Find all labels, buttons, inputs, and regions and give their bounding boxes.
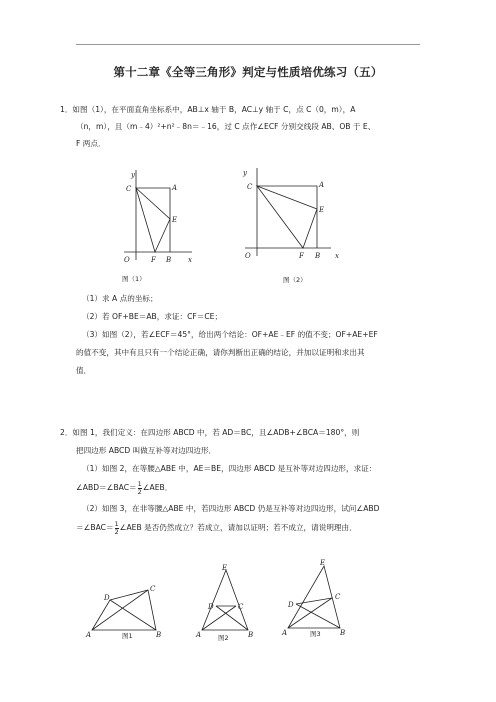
diag-bd: [110, 600, 156, 630]
q2-sub1b-pre: ∠ABD＝∠BAC＝: [76, 483, 137, 492]
label-f: F: [299, 252, 304, 260]
triangle-cef: [136, 188, 170, 252]
q2-sub1a: （1）如图 2，在等腰△ABE 中，AE＝BE，四边形 ABCD 是互补等对边四边形，求证：: [82, 464, 377, 473]
q1-line2: （n，m），且（m﹣4）²+n²﹣8n＝﹣16，过 C 点作∠ECF 分别交线段 AB、OB 于 E、: [76, 122, 376, 131]
q1-figure-1: [108, 168, 208, 288]
label-y: y: [131, 171, 135, 179]
label-x: x: [188, 256, 192, 264]
label-c: C: [238, 603, 244, 611]
square-sides: [136, 188, 170, 252]
label-e: E: [222, 564, 228, 572]
q1-sub2: （2）若 OF+BE＝AB，求证：CF＝CE；: [82, 312, 223, 321]
frac-den: 2: [137, 487, 142, 496]
q1-line3: F 两点．: [76, 139, 106, 148]
q1-sub1: （1）求 A 点的坐标；: [82, 294, 158, 303]
q2-sub1b-post: ∠AEB．: [142, 483, 173, 492]
q2-fig2-caption: 图2: [218, 634, 229, 642]
q2-line1: 2．如图 1，我们定义：在四边形 ABCD 中，若 AD＝BC，且∠ADB+∠BCA＝180°，则: [60, 428, 360, 437]
q2-sub2b-post: ∠AEB 是否仍然成立？若成立，请加以证明；若不成立，请说明理由．: [119, 523, 357, 532]
label-a: A: [196, 631, 202, 639]
label-c: C: [126, 185, 132, 193]
header-rule: [76, 44, 420, 45]
label-d: D: [208, 603, 214, 611]
diag-ac: [288, 598, 332, 628]
q1-figure-2: [235, 166, 345, 286]
label-o: O: [124, 256, 130, 264]
triangle-cef: [257, 186, 317, 248]
label-e: E: [172, 216, 178, 224]
label-a: A: [86, 631, 92, 639]
q1-sub3a: （3）如图（2），若∠ECF＝45°，给出两个结论：OF+AE﹣EF 的值不变；OF+AE+EF: [82, 330, 378, 339]
seg-dc: [296, 598, 332, 604]
label-a: A: [172, 184, 178, 192]
q2-figure-1: [86, 580, 176, 644]
fig1-caption: 图（1）: [122, 275, 146, 283]
q1-sub3b: 的值不变，其中有且只有一个结论正确，请你判断出正确的结论，并加以证明和求出其: [76, 348, 365, 357]
label-c: C: [150, 585, 156, 593]
label-a: A: [319, 181, 325, 189]
label-a: A: [282, 629, 288, 637]
label-b: B: [340, 629, 346, 637]
q2-figure-3: [282, 556, 362, 642]
frac-num: 1: [114, 519, 119, 528]
diag-ac: [92, 590, 148, 630]
label-b: B: [248, 631, 254, 639]
label-f: F: [151, 256, 156, 264]
q2-sub2b: [76, 520, 357, 536]
label-b: B: [315, 252, 321, 260]
square-sides: [257, 186, 317, 248]
page-title: 第十二章《全等三角形》判定与性质培优练习（五）: [113, 65, 383, 79]
q2-sub2a: （2）如图 3，在非等腰△ABE 中，若四边形 ABCD 仍是互补等对边四边形，试问∠ABD: [82, 504, 380, 513]
q2-line2: 把四边形 ABCD 叫做互补等对边四边形．: [76, 446, 217, 455]
q2-fig3-caption: 图3: [310, 630, 321, 638]
label-b: B: [166, 256, 172, 264]
label-x: x: [335, 252, 339, 260]
label-c: C: [335, 593, 341, 601]
q2-fig1-caption: 图1: [122, 632, 133, 640]
label-y: y: [243, 169, 247, 177]
q2-figure-2: [196, 564, 266, 648]
q2-sub1b: [76, 480, 172, 496]
label-c: C: [247, 183, 253, 191]
q2-sub2b-pre: ＝∠BAC＝: [76, 523, 114, 532]
label-d: D: [104, 594, 110, 602]
fraction-half-2: [115, 521, 119, 536]
fraction-half: [138, 481, 142, 496]
label-o: O: [245, 252, 251, 260]
frac-num: 1: [137, 479, 142, 488]
q1-line1: 1．如图（1），在平面直角坐标系中，AB⊥x 轴于 B，AC⊥y 轴于 C，点 C（0，m），A: [60, 105, 356, 114]
triangle-abe: [288, 566, 340, 628]
triangle-abe: [202, 570, 248, 630]
q1-sub3c: 值．: [76, 366, 92, 375]
fig2-caption: 图（2）: [283, 276, 307, 284]
label-e: E: [319, 206, 325, 214]
label-b: B: [156, 631, 162, 639]
label-e: E: [320, 559, 326, 567]
label-d: D: [288, 601, 294, 609]
frac-den: 2: [114, 527, 119, 536]
